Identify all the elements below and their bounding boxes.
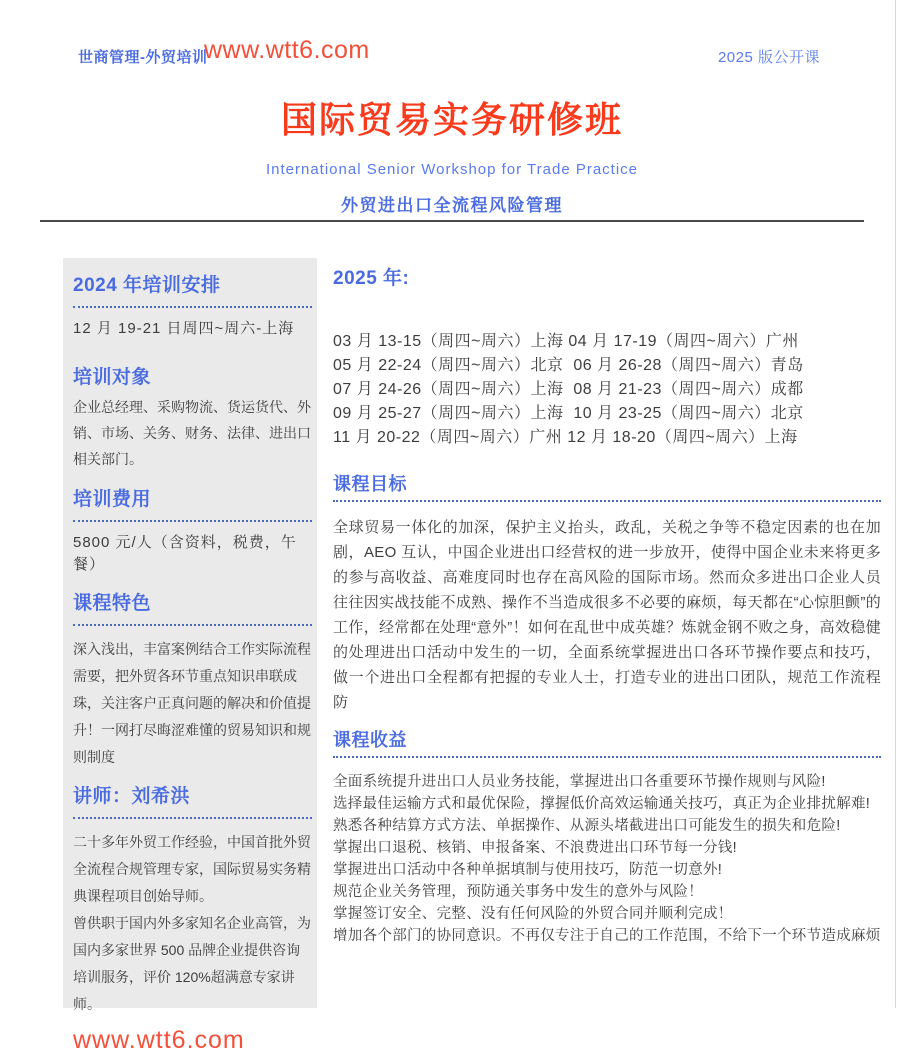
benefit-list: [333, 771, 881, 947]
site-url-link[interactable]: www.wtt6.com: [204, 36, 370, 64]
schedule-2025: [333, 330, 881, 450]
lecturer-bio-2: 曾供职于国内外多家知名企业高管，为国内多家世界 500 品牌企业提供咨询培训服务，评价 120%超满意专家讲师。: [73, 915, 311, 1012]
benefit-item: 熟悉各种结算方式方法、单据操作、从源头堵截进出口可能发生的损失和危险!: [333, 818, 841, 834]
site-url-link[interactable]: www.wtt6.com: [73, 1026, 245, 1054]
sidebar-heading-2024-schedule: 2024 年培训安排: [73, 275, 221, 296]
goals-heading: 课程目标: [333, 474, 407, 494]
schedule-line: 05 月 22-24（周四~周六）北京 06 月 26-28（周四~周六）青岛: [333, 357, 804, 374]
schedule-line: 07 月 24-26（周四~周六）上海 08 月 21-23（周四~周六）成都: [333, 381, 804, 398]
tagline: 外贸进出口全流程风险管理: [341, 196, 563, 215]
page-title: 国际贸易实务研修班: [280, 99, 623, 140]
dotted-divider: [73, 817, 312, 819]
benefits-heading: 课程收益: [333, 730, 407, 750]
sidebar: [63, 258, 317, 1054]
benefit-item: 选择最佳运输方式和最优保险，撑握低价高效运输通关技巧，真正为企业排扰解难!: [333, 796, 871, 812]
sidebar-heading-features: 课程特色: [73, 593, 152, 614]
edition-label: 2025 版公开课: [717, 49, 820, 66]
audience-text: 企业总经理、采购物流、货运货代、外销、市场、关务、财务、法律、进出口相关部门。: [73, 399, 311, 467]
year-2025-heading: 2025 年:: [333, 268, 410, 289]
benefit-item: 全面系统提升进出口人员业务技能，掌握进出口各重要环节操作规则与风险!: [333, 774, 826, 790]
main-content: [333, 268, 881, 947]
dotted-divider: [333, 500, 881, 502]
dotted-divider: [73, 306, 312, 308]
dotted-divider: [73, 520, 312, 522]
benefit-item: 规范企业关务管理，预防通关事务中发生的意外与风险！: [333, 884, 703, 900]
schedule-line: 03 月 13-15（周四~周六）上海 04 月 17-19（周四~周六）广州: [333, 333, 799, 350]
features-text: 深入浅出，丰富案例结合工作实际流程需要，把外贸各环节重点知识串联成珠，关注客户正真问题的解决和价值提升！一网打尽晦涩难懂的贸易知识和规则制度: [73, 641, 311, 765]
fee-text: 5800 元/人（含资料，税费，午餐）: [73, 534, 297, 573]
schedule-line: 11 月 20-22（周四~周六）广州 12 月 18-20（周四~周六）上海: [333, 429, 798, 446]
lecturer-bio-1: 二十多年外贸工作经验，中国首批外贸全流程合规管理专家，国际贸易实务精典课程项目创始导师。: [73, 834, 311, 904]
page-right-border: [895, 0, 896, 1008]
schedule-2024-date: 12 月 19-21 日周四~周六-上海: [73, 320, 295, 337]
sidebar-heading-lecturer: 讲师：刘希洪: [73, 786, 191, 807]
dotted-divider: [73, 624, 312, 626]
subtitle-english: International Senior Workshop for Trade Practice: [265, 161, 639, 178]
header-divider: [40, 220, 864, 222]
dotted-divider: [333, 756, 881, 758]
brand-label: 世商管理-外贸培训: [78, 49, 208, 66]
benefit-item: 掌握签订安全、完整、没有任何风险的外贸合同并顺利完成！: [333, 906, 733, 922]
sidebar-heading-audience: 培训对象: [73, 367, 152, 388]
schedule-line: 09 月 25-27（周四~周六）上海 10 月 23-25（周四~周六）北京: [333, 405, 804, 422]
goals-text: 全球贸易一体化的加深，保护主义抬头，政乱，关税之争等不稳定因素的也在加剧，AEO 互认，中国企业进出口经营权的进一步放开，使得中国企业未来将更多的参与高收益、高难度同时也存在高风险的国际市场。然而众多进出口企业人员往往因实战技能不成熟、操作不当造成很多不必要的麻烦，每天都在“心惊胆颤”的工作，经常都在处理“意外”！如何在乱世中成英雄？炼就金钢不败之身，高效稳健的处理进出口活动中发生的一切，全面系统掌握进出口各环节操作要点和技巧，做一个进出口全程都有把握的专业人士，打造专业的进出口团队，规范工作流程防: [333, 519, 881, 711]
sidebar-heading-fee: 培训费用: [73, 489, 152, 510]
benefit-item: 掌握进出口活动中各种单据填制与使用技巧，防范一切意外!: [333, 862, 723, 878]
benefit-item: 掌握出口退税、核销、申报备案、不浪费进出口环节每一分钱!: [333, 840, 737, 856]
benefit-item: 增加各个部门的协同意识。不再仅专注于自己的工作范围，不给下一个环节造成麻烦: [333, 928, 881, 944]
